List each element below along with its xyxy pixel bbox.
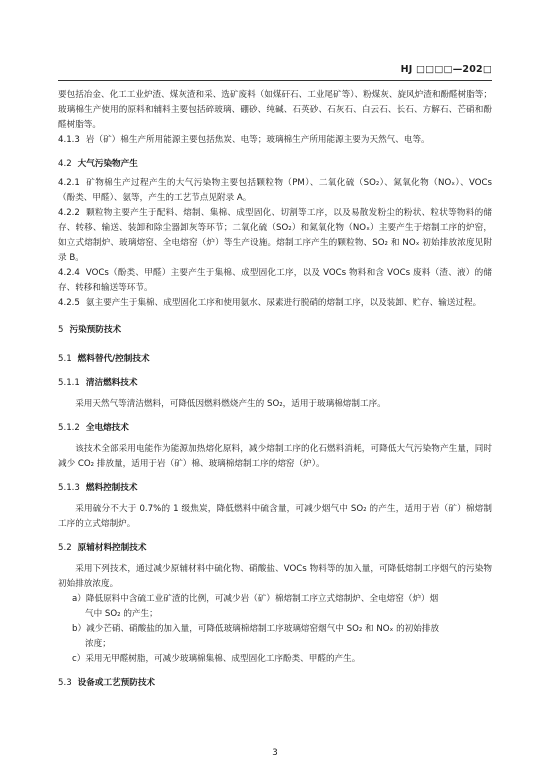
section-heading-5-1-2 [58,421,492,436]
clause-number: 4.2.4 [58,268,80,278]
clause-number: 4.2.5 [58,298,80,308]
clause-4-2-4 [58,266,492,296]
section-title: 设备或工艺预防技术 [77,678,156,688]
paragraph-5-2: 采用下列技术，通过减少原辅材料中硫化物、硝酸盐、VOCs 物料等的加入量，可降低熔制工序烟气的污染物初始排放浓度。 [58,564,492,589]
list-item-line [58,592,492,607]
paragraph-4-1-2-continued: 要包括冶金、化工工业炉渣、煤灰渣和采、选矿废料（如煤矸石、工业尾矿等）、粉煤灰、旋风炉渣和酚醛树脂等；玻璃棉生产使用的原料和辅料主要包括碎玻璃、硼砂、纯碱、石英砂、石灰石、白云石、长石、方解石、芒硝和酚醛树脂等。 [58,90,492,130]
section-number: 5 [58,325,64,335]
paragraph-5-1-2: 该技术全部采用电能作为能源加热熔化原料，减少熔制工序的化石燃料消耗，可降低大气污染物产生量，同时减少 CO₂ 排放量，适用于岩（矿）棉、玻璃棉熔制工序的熔窑（炉）。 [58,444,492,469]
section-number: 5.3 [58,678,72,688]
section-heading-5-1-1 [58,376,492,391]
clause-4-2-2 [58,206,492,266]
section-title: 清洁燃料技术 [85,378,138,388]
standard-code-header: HJ □□□□—202□ [400,64,492,75]
clause-text: 岩（矿）棉生产所用能源主要包括焦炭、电等；玻璃棉生产所用能源主要为天然气、电等。 [85,135,430,145]
list-item-line [58,622,492,637]
list-item [58,592,492,622]
section-heading-5-1 [58,352,492,367]
paragraph-5-1-1: 采用天然气等清洁燃料，可降低因燃料燃烧产生的 SO₂，适用于玻璃棉熔制工序。 [75,399,386,409]
list-marker: c） [72,654,86,664]
list-text: 减少芒硝、硝酸盐的加入量，可降低玻璃棉熔制工序玻璃熔窑烟气中 SO₂ 和 NOₓ 的初始排放 [86,624,440,634]
section-title: 大气污染物产生 [77,159,138,169]
list-marker: a） [72,594,86,604]
list-item [58,652,492,667]
section-title: 全电熔技术 [85,423,129,433]
section-title: 污染预防技术 [69,325,122,335]
section-title: 燃料替代/控制技术 [77,354,150,364]
clause-4-2-5 [58,296,492,311]
list-item-line [58,652,492,667]
list-item-continuation: 气中 SO₂ 的产生； [85,609,158,619]
clause-text: 矿物棉生产过程产生的大气污染物主要包括颗粒物（PM）、二氧化硫（SO₂）、氮氧化物（NOₓ）、VOCs（酚类、甲醛）、氨等，产生的工艺节点见附录 A。 [58,178,492,203]
clause-text: VOCs（酚类、甲醛）主要产生于集棉、成型固化工序，以及 VOCs 物料和含 VOCs 废料（渣、液）的储存、转移和输送等环节。 [58,268,492,293]
list-text: 采用无甲醛树脂，可减少玻璃棉集棉、成型固化工序酚类、甲醛的产生。 [85,654,361,664]
list-item [58,622,492,652]
clause-text: 颗粒物主要产生于配料、熔制、集棉、成型固化、切割等工序，以及易散发粉尘的粉状、粒状等物料的储存、转移、输送、装卸和除尘器卸灰等环节；二氧化硫（SO₂）和氮氧化物（NOₓ）主要产生于熔制工序的炉窑，如立式熔制炉、玻璃熔窑、全电熔窑（炉）等生产设施。熔制工序产生的颗粒物、SO₂ 和 NOₓ 初始排放浓度见附录 B。 [58,208,492,263]
section-number: 5.1.2 [58,423,80,433]
section-number: 4.2 [58,159,72,169]
list-item-continuation: 浓度； [85,639,111,649]
section-number: 5.1 [58,354,72,364]
section-heading-5-2 [58,541,492,556]
clause-number: 4.1.3 [58,135,80,145]
clause-number: 4.2.2 [58,208,80,218]
header-rule [58,80,492,81]
list-text: 降低原料中含硫工业矿渣的比例，可减少岩（矿）棉熔制工序立式熔制炉、全电熔窑（炉）烟 [85,594,439,604]
clause-number: 4.2.1 [58,178,80,188]
section-title: 燃料控制技术 [85,483,138,493]
clause-4-2-1 [58,176,492,206]
list-marker: b） [72,624,87,634]
clause-4-1-3 [58,133,492,148]
section-heading-5 [58,323,492,338]
section-heading-5-1-3 [58,481,492,496]
section-heading-5-3 [58,676,492,691]
section-number: 5.1.1 [58,378,80,388]
section-title: 原辅材料控制技术 [77,543,147,553]
section-number: 5.1.3 [58,483,80,493]
document-body [58,88,492,697]
paragraph-5-1-3: 采用硫分不大于 0.7%的 1 级焦炭，降低燃料中硫含量，可减少烟气中 SO₂ 的产生，适用于岩（矿）棉熔制工序的立式熔制炉。 [58,504,492,529]
clause-text: 氨主要产生于集棉、成型固化工序和使用氨水、尿素进行脱硝的熔制工序，以及装卸、贮存、输送过程。 [85,298,482,308]
section-number: 5.2 [58,543,72,553]
page-number: 3 [272,748,278,758]
section-heading-4-2 [58,157,492,172]
